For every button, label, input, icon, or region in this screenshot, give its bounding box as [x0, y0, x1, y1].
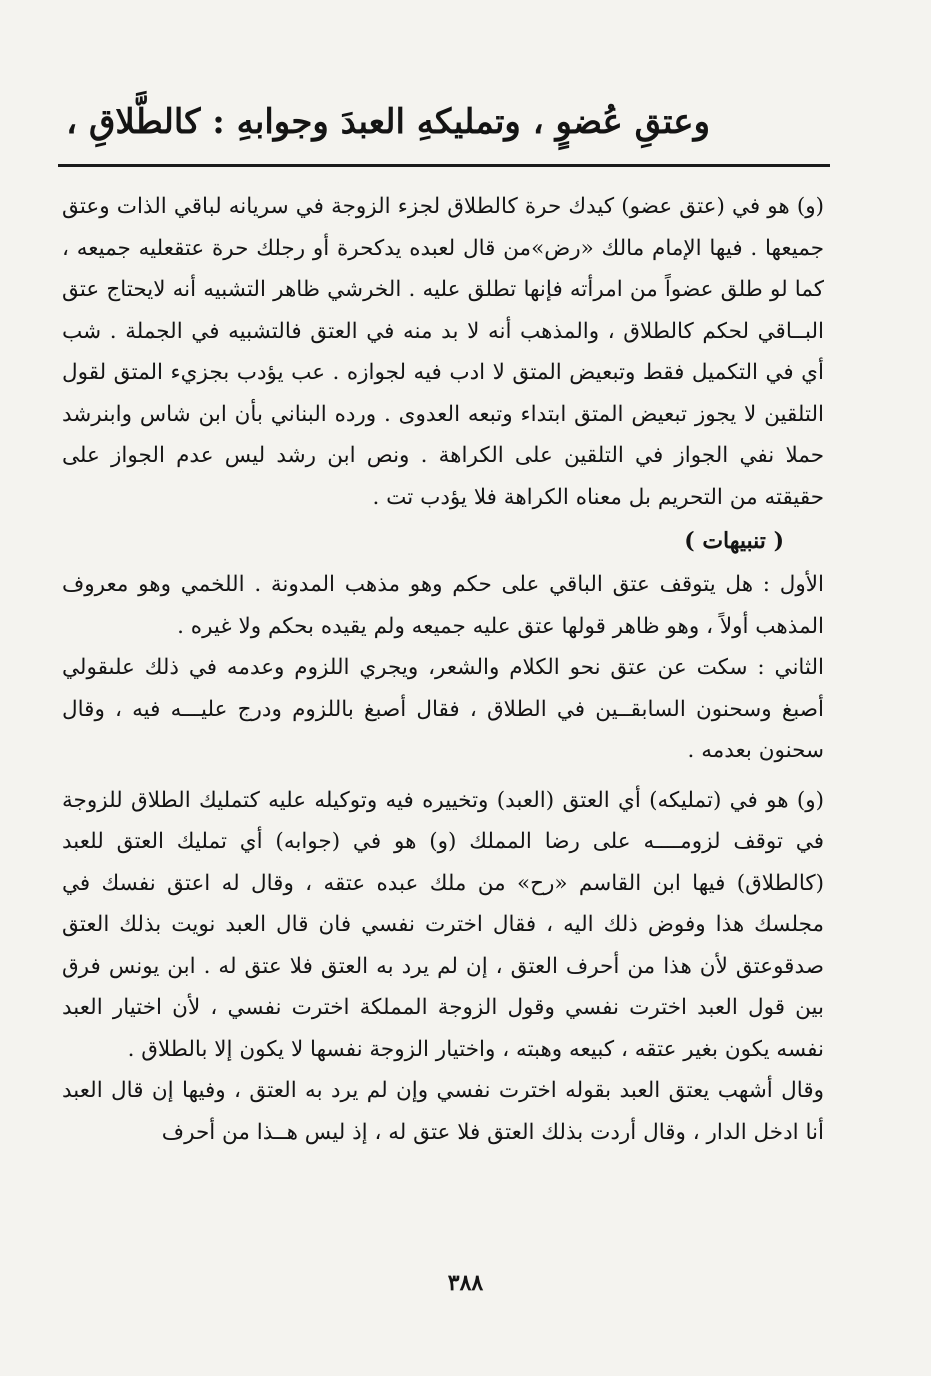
paragraph: (و) هو في (عتق عضو) كيدك حرة كالطلاق لجزء الزوجة في سريانه لباقي الذات وعتق جميعها . فيها الإمام مالك «رض»من قال لعبده يدكحرة أو رجلك حرة عتقعليه جميعه ، كما لو طلق عضواً من امرأته فإنها تطلق عليه . الخرشي ظاهر التشبيه أنه لايحتاج عتق البــاقي لحكم كالطلاق ، والمذهب أنه لا بد منه في العتق فالتشبيه في الجملة . شب أي في التكميل فقط وتبعيض المتق لا ادب فيه لجوازه . عب يؤدب بجزيء المتق لقول التلقين لا يجوز تبعيض المتق ابتداء وتبعه العدوى . ورده البناني بأن ابن شاس وابنرشد حملا نفي الجواز في التلقين على الكراهة . ونص ابن رشد ليس عدم الجواز على حقيقته من التحريم بل معناه الكراهة فلا يؤدب تت .	[62, 194, 824, 510]
page-number: ٣٨٨	[447, 1270, 484, 1296]
note-paragraph: الثاني : سكت عن عتق نحو الكلام والشعر، ويجري اللزوم وعدمه في ذلك علىقولي أصبغ وسحنون السابقــين في الطلاق ، فقال أصبغ باللزوم ودرج عليـــه فيه ، وقال سحنون بعدمه .	[62, 655, 824, 763]
note-paragraph: الأول : هل يتوقف عتق الباقي على حكم وهو مذهب المدونة . اللخمي وهو معروف المذهب أولاً ، وهو ظاهر قولها عتق عليه جميعه ولم يقيده بحكم ولا غيره .	[62, 572, 824, 639]
paragraph: (و) هو في (تمليكه) أي العتق (العبد) وتخييره فيه وتوكيله عليه كتمليك الطلاق للزوجة في توقف لزومــــه على رضا المملك (و) هو في (جوابه) أي تمليك العتق للعبد (كالطلاق) فيها ابن القاسم «رح» من ملك عبده عتقه ، وقال له اعتق نفسك في مجلسك هذا وفوض ذلك اليه ، فقال اخترت نفسي فان قال العبد نويت بذلك العتق صدقوعتق لأن هذا من أحرف العتق ، إن لم يرد به العتق فلا عتق له . ابن يونس فرق بين قول العبد اخترت نفسي وقول الزوجة المملكة اخترت نفسي ، لأن اختيار العبد نفسه يكون بغير عتقه ، كبيعه وهبته ، واختيار الزوجة نفسها لا يكون إلا بالطلاق .	[62, 787, 824, 1062]
paragraph: وقال أشهب يعتق العبد بقوله اخترت نفسي وإن لم يرد به العتق ، وفيها إن قال العبد أنا ادخل الدار ، وقال أردت بذلك العتق فلا عتق له ، إذ ليس هــذا من أحرف	[62, 1078, 824, 1145]
page-heading: وعتقِ عُضوٍ ، وتمليكهِ العبدَ وجوابهِ : كالطَّلاقِ ،	[66, 102, 710, 142]
heading-divider	[58, 164, 830, 167]
section-subheading: ( تنبيهات )	[684, 528, 784, 554]
body-text	[62, 186, 824, 1153]
